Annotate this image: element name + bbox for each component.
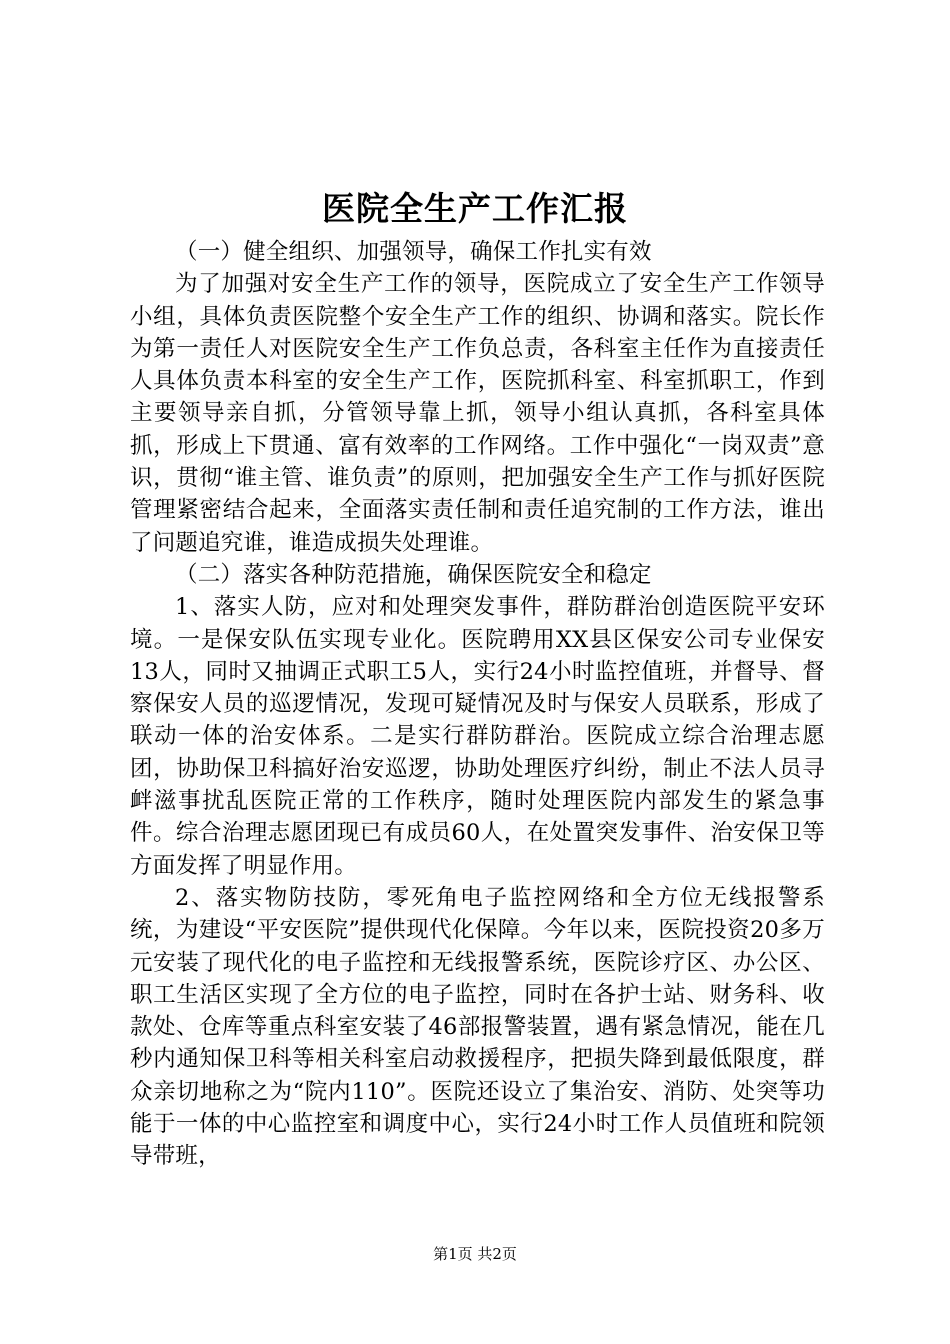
document-title: 医院全生产工作汇报 [322,189,628,228]
page-footer: 第1页 共2页 [433,1245,517,1263]
section-heading-2: （二）落实各种防范措施，确保医院安全和稳定 [175,561,652,588]
section-heading-1: （一）健全组织、加强领导，确保工作扎实有效 [175,239,652,265]
body-paragraph: 1、落实人防，应对和处理突发事件，群防群治创造医院平安环境。一是保安队伍实现专业化。医院聘用XX县区保安公司专业保安13人，同时又抽调正式职工5人，实行24小时监控值班，并督导、督察保安人员的巡逻情况，发现可疑情况及时与保安人员联系，形成了联动一体的治安体系。二是实行群防群治。医院成立综合治理志愿团，协助保卫科搞好治安巡逻，协助处理医疗纠纷，制止不法人员寻衅滋事扰乱医院正常的工作秩序，随时处理医院内部发生的紧急事件。综合治理志愿团现已有成员60人，在处置突发事件、治安保卫等方面发挥了明显作用。 [130,594,825,879]
body-paragraph: 为了加强对安全生产工作的领导，医院成立了安全生产工作领导小组，具体负责医院整个安全生产工作的组织、协调和落实。院长作为第一责任人对医院安全生产工作负总责，各科室主任作为直接责任人具体负责本科室的安全生产工作，医院抓科室、科室抓职工，作到主要领导亲自抓，分管领导靠上抓，领导小组认真抓，各科室具体抓，形成上下贯通、富有效率的工作网络。工作中强化“一岗双责”意识，贯彻“谁主管、谁负责”的原则，把加强安全生产工作与抓好医院管理紧密结合起来，全面落实责任制和责任追究制的工作方法，谁出了问题追究谁，谁造成损失处理谁。 [130,271,825,556]
document-body [130,236,825,1173]
body-paragraph: 2、落实物防技防，零死角电子监控网络和全方位无线报警系统，为建设“平安医院”提供现代化保障。今年以来，医院投资20多万元安装了现代化的电子监控和无线报警系统，医院诊疗区、办公区、职工生活区实现了全方位的电子监控，同时在各护士站、财务科、收款处、仓库等重点科室安装了46部报警装置，遇有紧急情况，能在几秒内通知保卫科等相关科室启动救援程序，把损失降到最低限度，群众亲切地称之为“院内110”。医院还设立了集治安、消防、处突等功能于一体的中心监控室和调度中心，实行24小时工作人员值班和院领导带班， [130,884,825,1170]
